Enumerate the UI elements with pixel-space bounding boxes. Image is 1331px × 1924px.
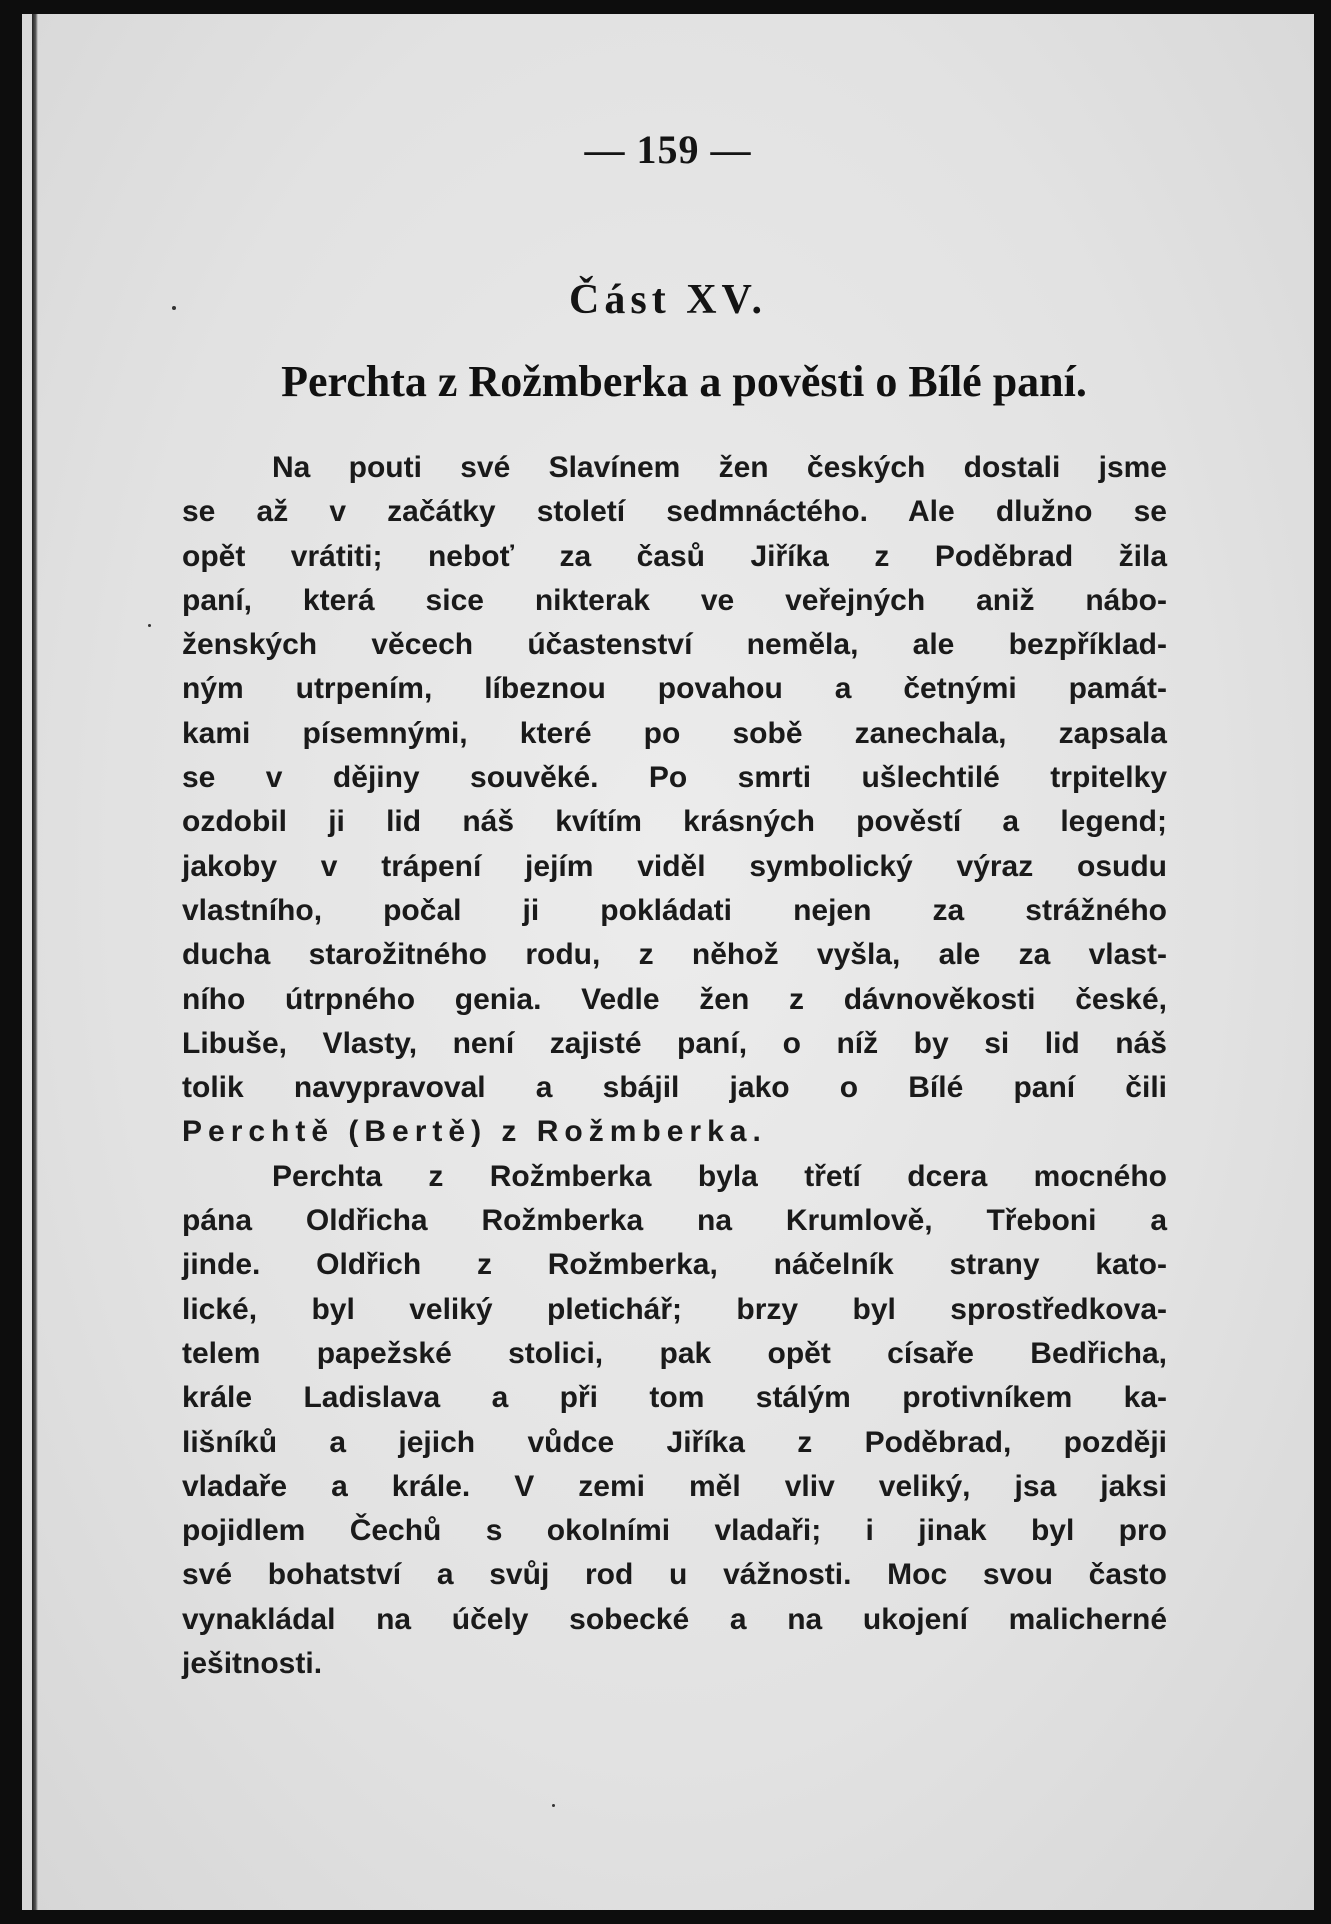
text-line: ným utrpením, líbeznou povahou a četnými památ- xyxy=(182,672,1167,706)
text-line: Perchtě (Bertě) z Rožmberka. xyxy=(182,1115,767,1149)
text-line: ducha starožitného rodu, z něhož vyšla, ale za vlast- xyxy=(182,938,1167,972)
text-line: krále Ladislava a při tom stálým protivníkem ka- xyxy=(182,1381,1167,1415)
text-line: pojidlem Čechů s okolními vladaři; i jinak byl pro xyxy=(182,1514,1167,1548)
chapter-title: Perchta z Rožmberka a pověsti o Bílé paní. xyxy=(281,357,1087,406)
paragraph-1 xyxy=(182,446,1167,1155)
text-line: své bohatství a svůj rod u vážnosti. Moc svou často xyxy=(182,1558,1167,1592)
text-line: vladaře a krále. V zemi měl vliv veliký, jsa jaksi xyxy=(182,1469,1167,1503)
paper-speck xyxy=(552,1804,555,1807)
paper-speck xyxy=(172,306,176,310)
text-line: vynakládal na účely sobecké a na ukojení malicherné xyxy=(182,1602,1167,1636)
text-line: Na pouti své Slavínem žen českých dostali jsme xyxy=(272,451,1167,484)
text-line: kami písemnými, které po sobě zanechala, zapsala xyxy=(182,716,1167,750)
text-line: Libuše, Vlasty, není zajisté paní, o níž by si lid náš xyxy=(182,1026,1167,1060)
text-line: ozdobil ji lid náš kvítím krásných pověstí a legend; xyxy=(182,805,1167,839)
part-heading: Část XV. xyxy=(569,277,767,323)
text-line: lišníků a jejich vůdce Jiříka z Poděbrad, později xyxy=(182,1425,1167,1459)
page-number: — 159 — xyxy=(584,127,752,172)
book-page xyxy=(22,14,1314,1910)
text-line: jakoby v trápení jejím viděl symbolický výraz osudu xyxy=(182,849,1167,883)
text-line: lické, byl veliký pletichář; brzy byl sprostředkova- xyxy=(182,1292,1167,1326)
text-line: ženských věcech účastenství neměla, ale bezpříklad- xyxy=(182,628,1167,662)
text-line: opět vrátiti; neboť za časů Jiříka z Poděbrad žila xyxy=(182,539,1167,573)
text-line: se v dějiny souvěké. Po smrti ušlechtilé trpitelky xyxy=(182,761,1167,795)
text-line: tolik navypravoval a sbájil jako o Bílé paní čili xyxy=(182,1071,1167,1105)
text-line: paní, která sice nikterak ve veřejných aniž nábo- xyxy=(182,583,1167,617)
paper-speck xyxy=(148,624,151,627)
text-line: se až v začátky století sedmnáctého. Ale dlužno se xyxy=(182,495,1167,529)
text-line: pána Oldřicha Rožmberka na Krumlově, Třeboni a xyxy=(182,1204,1167,1238)
text-line: telem papežské stolici, pak opět císaře Bedřicha, xyxy=(182,1336,1167,1370)
text-line: ješitnosti. xyxy=(182,1647,323,1681)
text-line: ního útrpného genia. Vedle žen z dávnověkosti české, xyxy=(182,982,1167,1016)
text-line: vlastního, počal ji pokládati nejen za strážného xyxy=(182,893,1167,927)
text-line: jinde. Oldřich z Rožmberka, náčelník strany kato- xyxy=(182,1248,1167,1282)
body-text xyxy=(182,446,1167,1686)
paragraph-2 xyxy=(182,1155,1167,1687)
text-line: Perchta z Rožmberka byla třetí dcera mocného xyxy=(272,1159,1167,1193)
